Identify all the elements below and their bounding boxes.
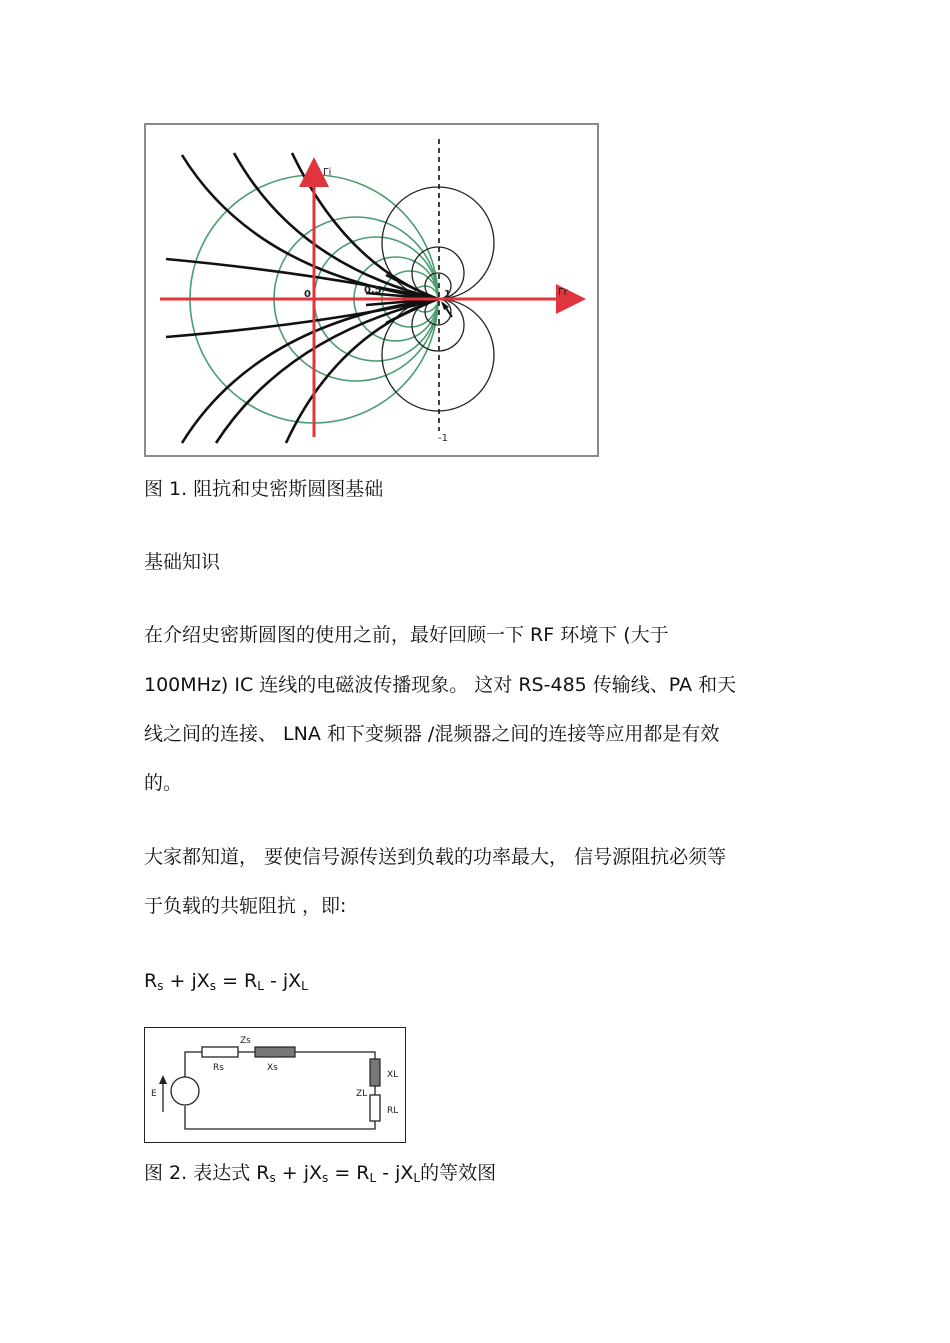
label-one: 1 (444, 289, 451, 300)
figure-1-caption: 图 1. 阻抗和史密斯圆图基础 (144, 478, 384, 500)
label-half: 0.5 (364, 285, 382, 296)
label-e: E (151, 1089, 157, 1099)
label-rl: RL (387, 1106, 399, 1116)
smith-chart-svg (146, 125, 597, 455)
figure-2-caption: 图 2. 表达式 $R_s + jX_s = R_L - jX_L$的等效图 (144, 1162, 497, 1185)
xl-component (370, 1059, 380, 1086)
label-rs: Rs (213, 1063, 224, 1073)
paragraph-2-line-1: 大家都知道， 要使信号源传送到负载的功率最大， 信号源阻抗必须等 (144, 846, 727, 868)
label-zs: Zs (240, 1036, 251, 1046)
label-minus-one: -1 (438, 433, 448, 444)
paragraph-1-line-2: 100MHz) IC 连线的电磁波传播现象。 这对 RS-485 传输线、PA 和天 (144, 674, 737, 696)
label-xs: Xs (267, 1063, 278, 1073)
figure-2-circuit (144, 1027, 406, 1143)
paragraph-1-line-4: 的。 (144, 772, 183, 794)
paragraph-1-line-1: 在介绍史密斯圆图的使用之前，最好回顾一下 RF 环境下 (大于 (144, 624, 669, 646)
imag-axis-label: Γi (323, 167, 332, 178)
paragraph-2-line-2: 于负载的共轭阻抗 ，即: (144, 895, 347, 917)
circuit-svg (145, 1028, 404, 1141)
paragraph-1-line-3: 线之间的连接、 LNA 和下变频器 /混频器之间的连接等应用都是有效 (144, 723, 720, 745)
section-heading: 基础知识 (144, 551, 221, 573)
equation: $R_s + jX_s = R_L - jX_L$ (144, 970, 308, 993)
label-zero: 0 (304, 289, 311, 300)
label-zl: ZL (356, 1089, 368, 1099)
xs-component (255, 1047, 295, 1057)
figure-1-smith-chart (144, 123, 599, 457)
label-xl: XL (387, 1070, 399, 1080)
real-axis-label: Γr (558, 287, 568, 298)
